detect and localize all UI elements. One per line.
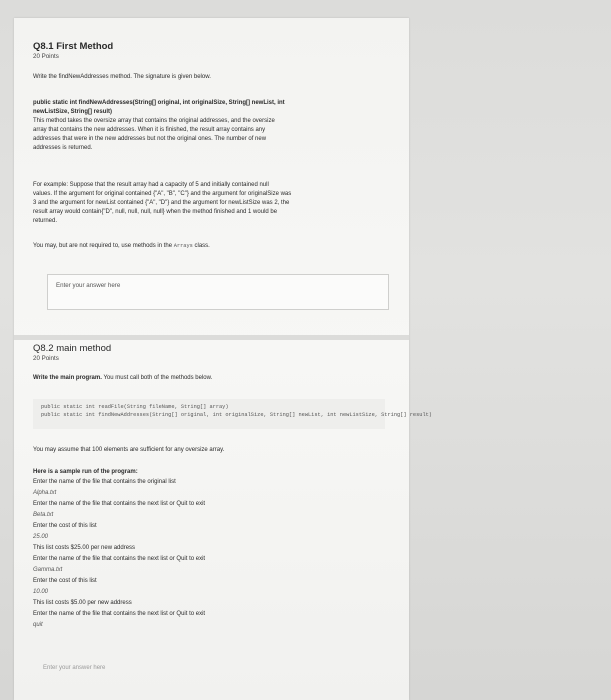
q1-desc-line4: addresses is returned. xyxy=(33,145,93,151)
q2-code-line1: public static int readFile(String fileName, String[] array) xyxy=(41,404,229,410)
q1-note xyxy=(33,242,210,251)
sample-run-output: Enter the cost of this list xyxy=(33,578,97,584)
q2-assume: You may assume that 100 elements are sufficient for any oversize array. xyxy=(33,447,225,453)
q1-example-line2: values. If the argument for original contained {"A", "B", "C"} and the argument for originalSize was xyxy=(33,191,292,197)
sample-run-input: Beta.txt xyxy=(33,512,54,518)
q2-prompt-bold: Write the main program. xyxy=(33,375,102,381)
sample-run-input: quit xyxy=(33,622,43,628)
sample-run-input: Gamma.txt xyxy=(33,567,63,573)
q1-note-suffix: class. xyxy=(194,243,210,249)
q1-example-line3: 3 and the argument for newList contained {"A", "D"} and the argument for newListSize was 2, the xyxy=(33,200,290,206)
q2-code-line2: public static int findNewAddresses(String[] original, int originalSize, String[] newList, int newListSize, String[] result) xyxy=(41,412,432,418)
sample-run-output: This list costs $5.00 per new address xyxy=(33,600,132,606)
q1-signature-line2: newListSize, String[] result) xyxy=(33,109,113,115)
q1-desc-line3: addresses that were in the new addresses but not the original ones. The number of new xyxy=(33,136,267,142)
sample-run-output: Enter the cost of this list xyxy=(33,523,97,529)
sample-run-input: Alpha.txt xyxy=(33,490,57,496)
sample-run-output: Enter the name of the file that contains the original list xyxy=(33,479,176,485)
q2-answer-field[interactable]: Enter your answer here xyxy=(43,665,106,671)
q1-note-code: Arrays xyxy=(173,243,193,249)
q1-desc-line1: This method takes the oversize array that contains the original addresses, and the oversize xyxy=(33,118,275,124)
q2-title: Q8.2 main method xyxy=(33,343,112,354)
question-separator xyxy=(14,335,409,340)
q2-prompt-rest: You must call both of the methods below. xyxy=(103,375,213,381)
q1-note-prefix: You may, but are not required to, use methods in the xyxy=(33,243,173,249)
sample-run-output: Enter the name of the file that contains the next list or Quit to exit xyxy=(33,611,206,617)
q1-example-line1: For example: Suppose that the result array had a capacity of 5 and initially contained null xyxy=(33,182,269,188)
sample-run-input: 10.00 xyxy=(33,589,49,595)
sample-run-output: Enter the name of the file that contains the next list or Quit to exit xyxy=(33,556,206,562)
q1-example-line4: result array would contain{"D", null, null, null, null} when the method finished and 1 would be xyxy=(33,209,278,215)
sample-run-input: 25.00 xyxy=(33,534,49,540)
q1-signature-line1: public static int findNewAddresses(String[] original, int originalSize, String[] newList, int xyxy=(33,100,285,106)
q2-prompt xyxy=(33,374,212,383)
q2-code-block xyxy=(33,399,432,429)
sample-run-output: Enter the name of the file that contains the next list or Quit to exit xyxy=(33,501,206,507)
q1-example-line5: returned. xyxy=(33,218,58,224)
q1-desc-line2: array that contains the new addresses. When it is finished, the result array contains any xyxy=(33,127,266,133)
q1-points: 20 Points xyxy=(33,53,59,60)
q1-answer-field[interactable] xyxy=(47,274,389,310)
q1-answer-placeholder: Enter your answer here xyxy=(56,282,121,289)
q2-sample-heading: Here is a sample run of the program: xyxy=(33,469,138,475)
q1-title: Q8.1 First Method xyxy=(33,41,114,52)
q2-points: 20 Points xyxy=(33,355,59,362)
sample-run-output: This list costs $25.00 per new address xyxy=(33,545,136,551)
q1-prompt: Write the findNewAddresses method. The signature is given below. xyxy=(33,74,211,80)
question-card xyxy=(14,18,432,700)
